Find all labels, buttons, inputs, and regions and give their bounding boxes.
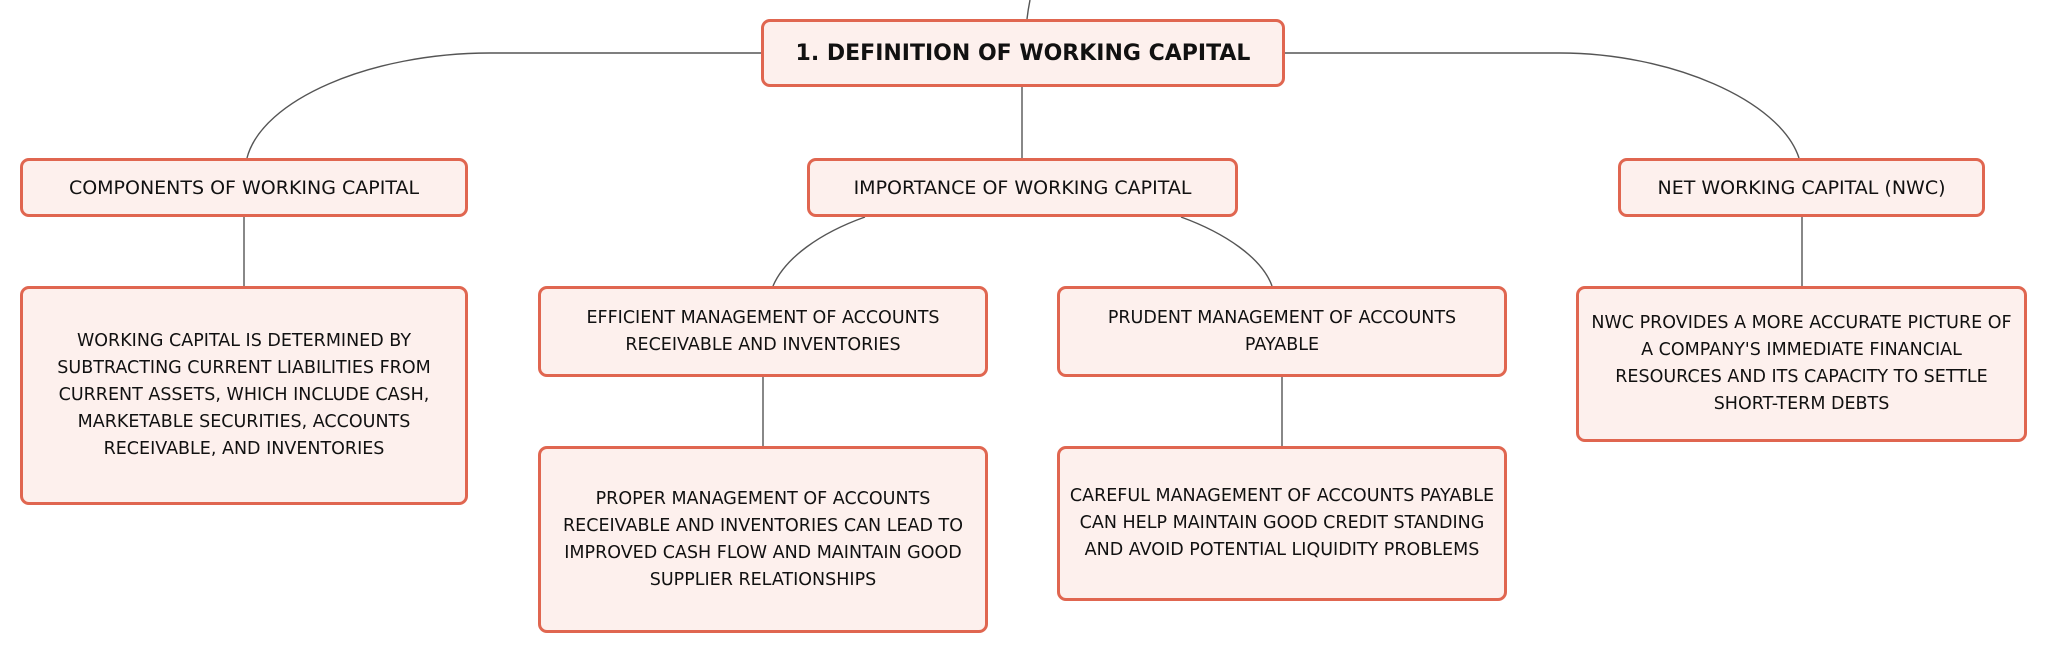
components-label: COMPONENTS OF WORKING CAPITAL <box>68 176 420 199</box>
connector-root-to-nwc <box>1285 53 1799 158</box>
receivables-label: EFFICIENT MANAGEMENT OF ACCOUNTS RECEIVABLE AND INVENTORIES <box>586 307 940 355</box>
connector-importance-to-receivables <box>773 217 865 286</box>
connector-parent-to-root <box>1027 0 1030 19</box>
receivables-node[interactable] <box>538 286 988 377</box>
components-detail-node[interactable] <box>20 286 468 505</box>
payables-detail-text: CAREFUL MANAGEMENT OF ACCOUNTS PAYABLE CAN HELP MAINTAIN GOOD CREDIT STANDING AND AVOID POTENTIAL LIQUIDITY PROBLEMS <box>1069 486 1495 560</box>
nwc-detail-text: NWC PROVIDES A MORE ACCURATE PICTURE OF A COMPANY'S IMMEDIATE FINANCIAL RESOURCES AND ITS CAPACITY TO SETTLE SHORT-TERM DEBTS <box>1591 313 2012 414</box>
nwc-node[interactable] <box>1618 158 1985 217</box>
importance-label: IMPORTANCE OF WORKING CAPITAL <box>853 176 1192 199</box>
nwc-detail-node[interactable] <box>1576 286 2027 442</box>
payables-detail-node[interactable] <box>1057 446 1507 601</box>
payables-label: PRUDENT MANAGEMENT OF ACCOUNTS PAYABLE <box>1107 307 1457 355</box>
receivables-detail-node[interactable] <box>538 446 988 633</box>
root-node[interactable] <box>761 19 1285 87</box>
receivables-detail-text: PROPER MANAGEMENT OF ACCOUNTS RECEIVABLE AND INVENTORIES CAN LEAD TO IMPROVED CASH FLOW AND MAINTAIN GOOD SUPPLIER RELATIONSHIPS <box>563 488 963 590</box>
components-node[interactable] <box>20 158 468 217</box>
connector-importance-to-payables <box>1181 217 1272 286</box>
root-label: 1. DEFINITION OF WORKING CAPITAL <box>795 40 1251 66</box>
components-detail-text: WORKING CAPITAL IS DETERMINED BY SUBTRACTING CURRENT LIABILITIES FROM CURRENT ASSETS, WHICH INCLUDE CASH, MARKETABLE SECURITIES, ACCOUNTS RECEIVABLE, AND INVENTORIES <box>57 331 431 459</box>
importance-node[interactable] <box>807 158 1238 217</box>
connector-root-to-components <box>247 53 761 158</box>
nwc-label: NET WORKING CAPITAL (NWC) <box>1657 176 1946 199</box>
payables-node[interactable] <box>1057 286 1507 377</box>
